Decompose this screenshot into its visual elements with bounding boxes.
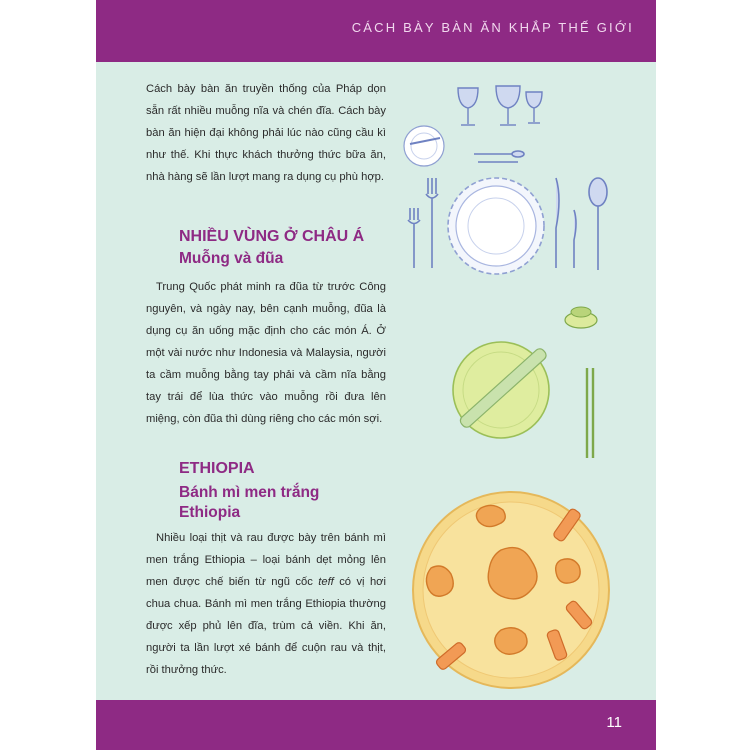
running-header-title: CÁCH BÀY BÀN ĂN KHẮP THẾ GIỚI xyxy=(351,20,634,35)
chopsticks xyxy=(587,368,593,458)
wine-glass xyxy=(458,88,478,125)
tea-cup xyxy=(565,307,597,328)
ethiopia-heading: ETHIOPIA xyxy=(179,460,255,477)
ethiopia-text-end: có vị hơi chua chua. Bánh mì men trắng Ethiopia thường được xếp phủ lên đĩa, trùm cả viền. Khi ăn, người ta lần lượt xé bánh để cuộn rau và thịt, rồi thưởng thức. xyxy=(146,576,386,676)
ethiopia-subheading-line2: Ethiopia xyxy=(179,504,241,521)
ethiopia-paragraph xyxy=(146,527,386,681)
ethiopia-subheading-line1: Bánh mì men trắng xyxy=(179,484,320,501)
book-page xyxy=(96,0,656,750)
intro-paragraph: Cách bày bàn ăn truyền thống của Pháp dọn sẵn rất nhiều muỗng nĩa và chén đĩa. Cách bày bàn ăn hiện đại không phải lúc nào cũng cầu kì như thế. Khi thực khách thưởng thức bữa ăn, nhà hàng sẽ lần lượt mang ra dụng cụ phù hợp. xyxy=(146,83,386,183)
spoon xyxy=(589,178,607,270)
page-number: 11 xyxy=(606,714,622,731)
asian-plate-illustration xyxy=(451,292,611,462)
wine-glass xyxy=(496,86,520,125)
ethiopia-section xyxy=(146,527,386,681)
injera-platter-illustration xyxy=(401,480,621,695)
asia-section xyxy=(146,276,386,430)
ethiopia-text-start: Nhiều loại thịt và rau được bày trên bánh mì men trắng Ethiopia – loại bánh dẹt mỏng lên men được chế biến từ ngũ cốc xyxy=(146,532,386,588)
dessert-cutlery xyxy=(474,151,524,162)
dinner-plate xyxy=(448,178,544,274)
asia-heading: NHIỀU VÙNG Ở CHÂU Á xyxy=(179,228,365,245)
footer-band xyxy=(96,700,656,750)
fork xyxy=(408,208,420,268)
ethiopia-text-teff: teff xyxy=(318,576,334,588)
intro-section xyxy=(146,78,386,188)
asia-paragraph: Trung Quốc phát minh ra đũa từ trước Công nguyên, và ngày nay, bên cạnh muỗng, đũa là dụng cụ ăn uống mặc định cho các món Á. Ở một vài nước như Indonesia và Malaysia, người ta cầm muỗng bằng tay phải và cầm nĩa bằng tay trái để lùa thức vào muỗng rồi đưa lên miệng, còn đũa thì dùng riêng cho các món sợi. xyxy=(146,281,386,425)
knife xyxy=(574,210,576,268)
fork xyxy=(426,178,438,268)
knife xyxy=(556,178,559,268)
wine-glass xyxy=(526,92,542,123)
header-band xyxy=(96,0,656,62)
french-table-setting-illustration xyxy=(396,78,626,283)
asia-subheading: Muỗng và đũa xyxy=(179,250,284,267)
bread-plate xyxy=(404,126,444,166)
